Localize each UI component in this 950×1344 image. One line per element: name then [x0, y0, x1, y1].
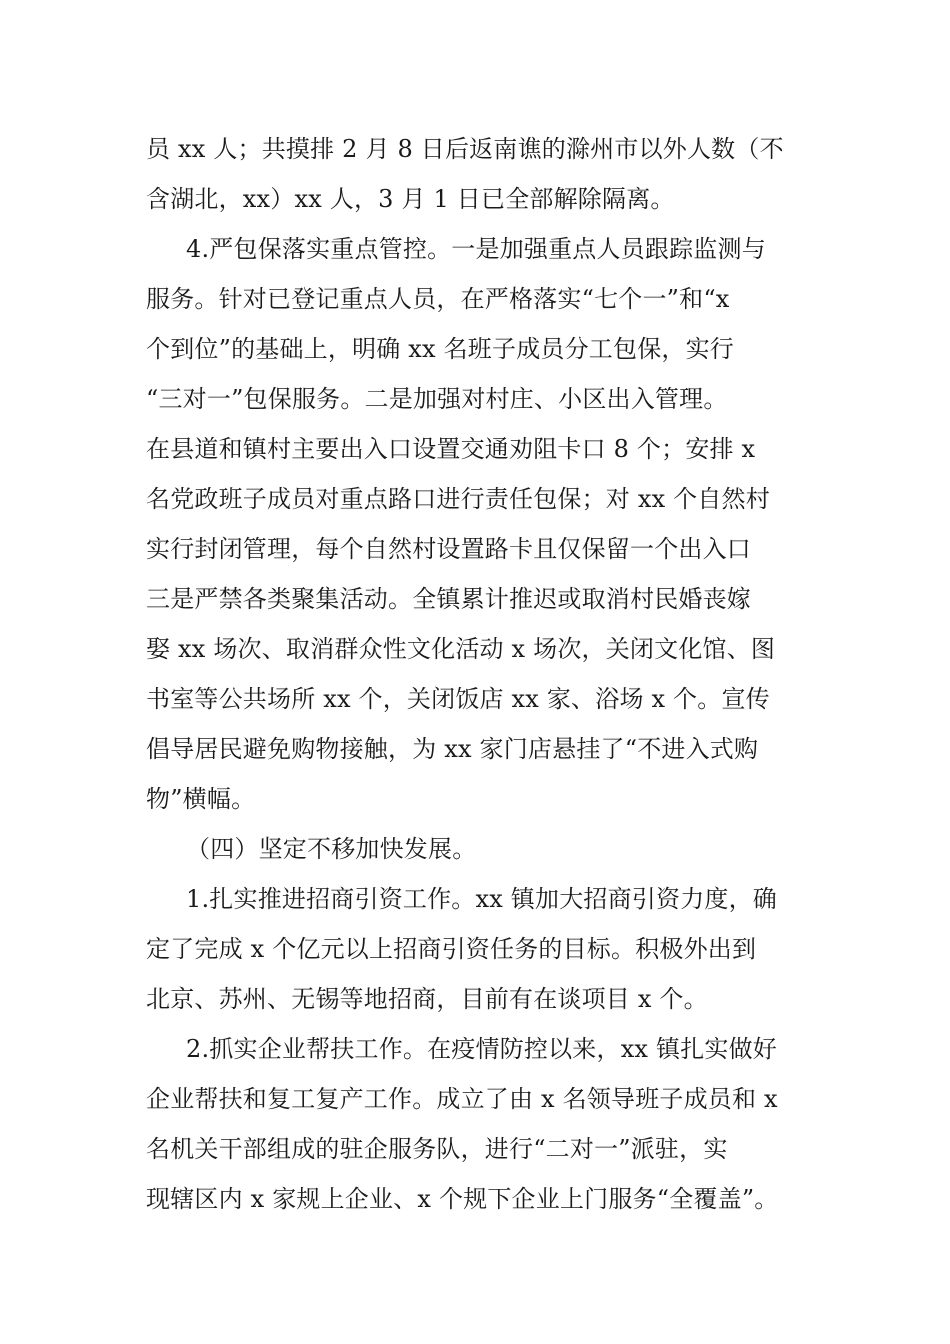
paragraph-heading-2: 2.抓实企业帮扶工作。在疫情防控以来，xx 镇扎实做好 [186, 1035, 777, 1063]
text-line: 书室等公共场所 xx 个，关闭饭店 xx 家、浴场 x 个。宣传 [146, 685, 770, 713]
section-heading: （四）坚定不移加快发展。 [186, 835, 477, 863]
text-line: 三是严禁各类聚集活动。全镇累计推迟或取消村民婚丧嫁 [146, 585, 751, 613]
text-line: 现辖区内 x 家规上企业、x 个规下企业上门服务“全覆盖”。 [146, 1185, 779, 1213]
text-line: 企业帮扶和复工复产工作。成立了由 x 名领导班子成员和 x [146, 1085, 778, 1113]
text-line: “三对一”包保服务。二是加强对村庄、小区出入管理。 [146, 385, 728, 413]
text-line: 员 xx 人；共摸排 2 月 8 日后返南谯的滁州市以外人数（不 [146, 135, 784, 163]
text-line: 服务。针对已登记重点人员，在严格落实“七个一”和“x [146, 285, 730, 313]
text-line: 北京、苏州、无锡等地招商，目前有在谈项目 x 个。 [146, 985, 708, 1013]
text-line: 个到位”的基础上，明确 xx 名班子成员分工包保，实行 [146, 335, 734, 363]
text-line: 含湖北，xx）xx 人，3 月 1 日已全部解除隔离。 [146, 185, 675, 213]
text-line: 倡导居民避免购物接触，为 xx 家门店悬挂了“不进入式购 [146, 735, 759, 763]
text-line: 名党政班子成员对重点路口进行责任包保；对 xx 个自然村 [146, 485, 770, 513]
paragraph-heading-4: 4.严包保落实重点管控。一是加强重点人员跟踪监测与 [186, 235, 766, 263]
text-line: 娶 xx 场次、取消群众性文化活动 x 场次，关闭文化馆、图 [146, 635, 776, 663]
text-line: 物”横幅。 [146, 785, 256, 813]
text-line: 在县道和镇村主要出入口设置交通劝阻卡口 8 个；安排 x [146, 435, 756, 463]
text-line: 实行封闭管理，每个自然村设置路卡且仅保留一个出入口 [146, 535, 751, 563]
text-line: 名机关干部组成的驻企服务队，进行“二对一”派驻，实 [146, 1135, 728, 1163]
text-line: 定了完成 x 个亿元以上招商引资任务的目标。积极外出到 [146, 935, 757, 963]
paragraph-heading-1: 1.扎实推进招商引资工作。xx 镇加大招商引资力度，确 [186, 885, 777, 913]
